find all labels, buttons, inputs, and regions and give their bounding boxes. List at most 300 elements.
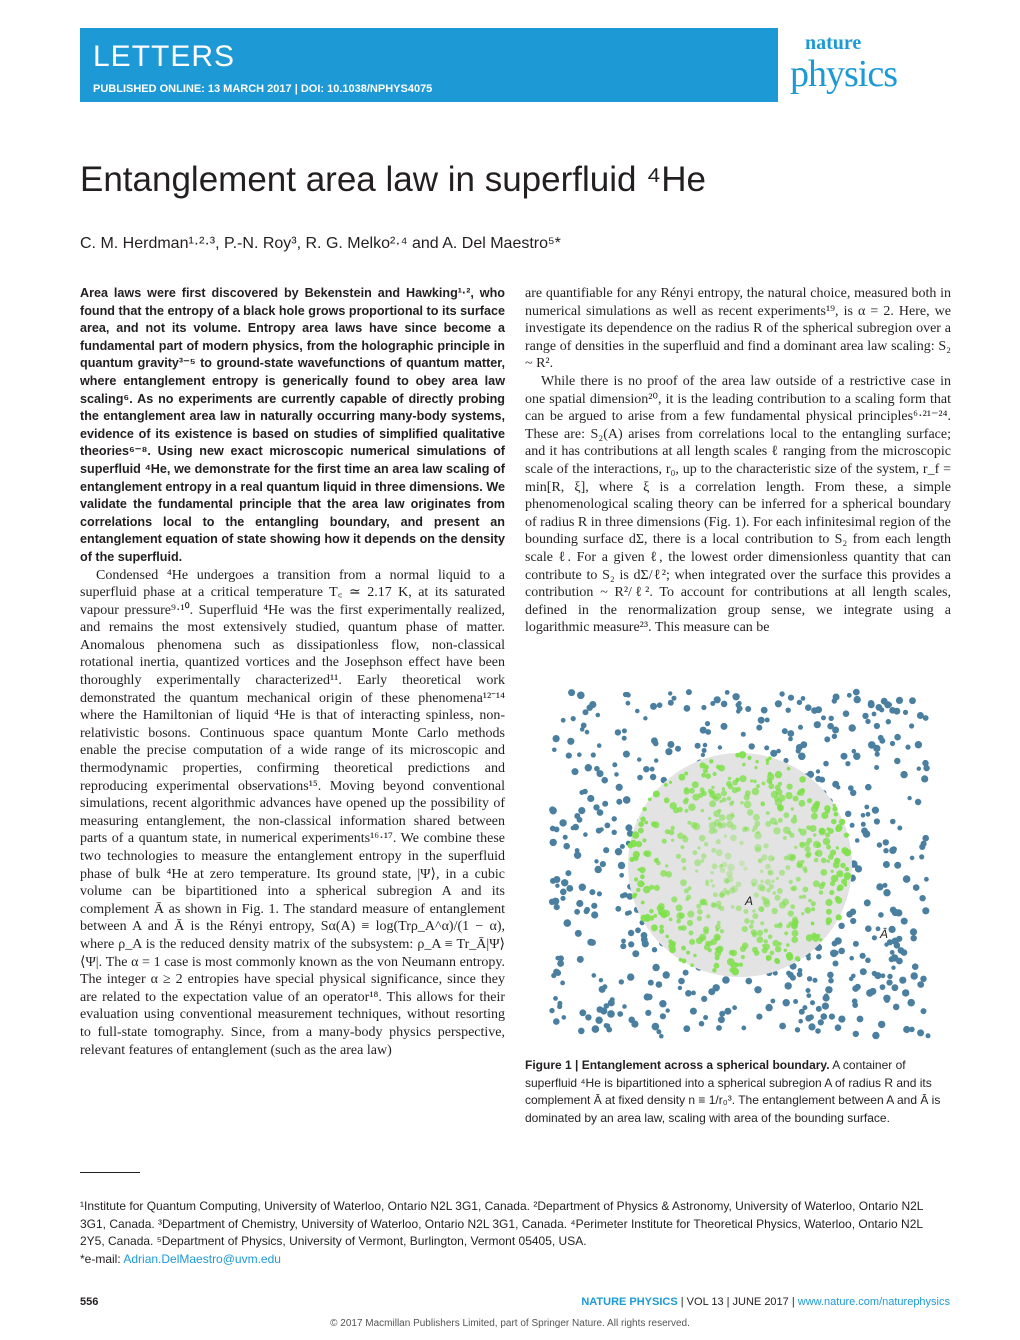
boundary-atom <box>773 940 780 947</box>
helium-atom <box>549 1008 554 1013</box>
helium-atom <box>850 823 855 828</box>
boundary-atom <box>766 956 769 959</box>
helium-atom <box>659 1034 664 1039</box>
boundary-atom <box>834 858 840 864</box>
boundary-atom <box>700 762 706 768</box>
boundary-atom <box>682 836 688 842</box>
helium-atom <box>626 693 631 698</box>
helium-atom <box>645 1010 651 1016</box>
helium-atom <box>643 716 647 720</box>
boundary-atom <box>754 892 759 897</box>
boundary-atom <box>754 766 757 769</box>
boundary-atom <box>710 879 713 882</box>
helium-atom <box>656 981 663 988</box>
boundary-atom <box>638 821 644 827</box>
helium-atom <box>572 768 579 775</box>
helium-atom <box>830 950 838 958</box>
boundary-atom <box>807 798 812 803</box>
boundary-atom <box>801 912 804 915</box>
helium-atom <box>884 998 889 1003</box>
helium-atom <box>603 847 609 853</box>
helium-atom <box>601 777 608 784</box>
boundary-atom <box>661 912 666 917</box>
helium-atom <box>758 717 765 724</box>
helium-atom <box>832 734 837 739</box>
helium-atom <box>907 796 911 800</box>
boundary-atom <box>776 877 779 880</box>
boundary-atom <box>729 802 734 807</box>
helium-atom <box>605 823 611 829</box>
boundary-atom <box>792 886 798 892</box>
boundary-atom <box>676 854 681 859</box>
helium-atom <box>915 799 921 805</box>
boundary-atom <box>653 822 660 829</box>
boundary-atom <box>684 798 688 802</box>
helium-atom <box>795 1027 800 1032</box>
boundary-atom <box>690 963 694 967</box>
helium-atom <box>816 954 821 959</box>
helium-atom <box>886 719 891 724</box>
publication-line: PUBLISHED ONLINE: 13 MARCH 2017 | DOI: 10.1038/NPHYS4075 <box>93 83 433 95</box>
boundary-atom <box>761 854 767 860</box>
boundary-atom <box>787 767 791 771</box>
boundary-atom <box>680 879 687 886</box>
boundary-atom <box>730 835 737 842</box>
boundary-atom <box>716 839 721 844</box>
helium-atom <box>798 753 806 761</box>
helium-atom <box>577 956 584 963</box>
helium-atom <box>783 999 790 1006</box>
helium-atom <box>909 697 916 704</box>
helium-atom <box>650 774 656 780</box>
boundary-atom <box>799 895 803 899</box>
boundary-atom <box>710 871 713 874</box>
helium-atom <box>652 947 657 952</box>
boundary-atom <box>731 905 735 909</box>
boundary-atom <box>775 946 781 952</box>
helium-atom <box>788 695 794 701</box>
boundary-atom <box>741 955 745 959</box>
helium-atom <box>884 942 888 946</box>
helium-atom <box>701 753 705 757</box>
helium-atom <box>917 982 922 987</box>
boundary-atom <box>766 758 770 762</box>
helium-atom <box>850 790 856 796</box>
helium-atom <box>771 999 776 1004</box>
helium-atom <box>806 956 811 961</box>
helium-atom <box>732 1005 737 1010</box>
helium-atom <box>872 1032 879 1039</box>
helium-atom <box>891 966 895 970</box>
boundary-atom <box>743 867 747 871</box>
helium-atom <box>883 883 888 888</box>
boundary-atom <box>805 841 810 846</box>
boundary-atom <box>829 890 834 895</box>
helium-atom <box>591 752 596 757</box>
helium-atom <box>557 1004 562 1009</box>
boundary-atom <box>784 949 787 952</box>
helium-atom <box>877 842 882 847</box>
boundary-atom <box>819 828 826 835</box>
helium-atom <box>595 1017 602 1024</box>
boundary-atom <box>636 888 640 892</box>
boundary-atom <box>750 779 753 782</box>
boundary-atom <box>792 923 798 929</box>
boundary-atom <box>754 821 760 827</box>
boundary-atom <box>709 822 717 830</box>
helium-atom <box>880 984 886 990</box>
helium-atom <box>894 708 901 715</box>
boundary-atom <box>685 809 689 813</box>
helium-atom <box>866 812 871 817</box>
helium-atom <box>657 702 663 708</box>
boundary-atom <box>629 857 634 862</box>
helium-atom <box>876 883 883 890</box>
helium-atom <box>725 690 730 695</box>
boundary-atom <box>786 924 790 928</box>
boundary-atom <box>653 914 657 918</box>
boundary-atom <box>716 904 721 909</box>
helium-atom <box>583 832 588 837</box>
boundary-atom <box>669 918 673 922</box>
helium-atom <box>749 743 755 749</box>
boundary-atom <box>791 807 794 810</box>
boundary-atom <box>798 828 801 831</box>
helium-atom <box>797 971 803 977</box>
helium-atom <box>746 978 753 985</box>
boundary-atom <box>705 880 709 884</box>
helium-atom <box>852 1002 858 1008</box>
helium-atom <box>577 692 585 700</box>
helium-atom <box>874 723 880 729</box>
boundary-atom <box>689 931 694 936</box>
helium-atom <box>690 1008 697 1015</box>
boundary-atom <box>777 888 783 894</box>
helium-atom <box>793 999 798 1004</box>
boundary-atom <box>668 939 673 944</box>
helium-atom <box>660 1013 666 1019</box>
helium-atom <box>872 712 877 717</box>
boundary-atom <box>820 869 827 876</box>
boundary-atom <box>773 827 780 834</box>
boundary-atom <box>775 771 782 778</box>
boundary-atom <box>722 787 725 790</box>
helium-atom <box>843 710 850 717</box>
helium-atom <box>790 975 796 981</box>
helium-atom <box>549 899 555 905</box>
helium-atom <box>583 709 589 715</box>
helium-atom <box>626 701 631 706</box>
boundary-atom <box>676 919 681 924</box>
helium-atom <box>890 819 896 825</box>
boundary-atom <box>688 803 696 811</box>
boundary-atom <box>742 827 747 832</box>
boundary-atom <box>810 825 817 832</box>
helium-atom <box>874 765 879 770</box>
helium-atom <box>911 972 918 979</box>
helium-atom <box>637 775 643 781</box>
helium-atom <box>833 694 840 701</box>
body-paragraph: are quantifiable for any Rényi entropy, the natural choice, measured both in numerical simulations as well as recent experiments¹⁹, is α = 2. Here, we investigate its dependence on the radius R of the spherical subregion over a range of densities in the superfluid and find a dominant area law scaling: S₂ ~ R². <box>525 286 951 372</box>
helium-atom <box>821 715 826 720</box>
helium-atom <box>854 696 861 703</box>
boundary-atom <box>682 959 687 964</box>
helium-atom <box>553 735 560 742</box>
journal-url[interactable]: www.nature.com/naturephysics <box>797 1296 950 1308</box>
helium-atom <box>816 769 820 773</box>
boundary-atom <box>836 846 839 849</box>
boundary-atom <box>836 897 843 904</box>
helium-atom <box>650 767 655 772</box>
footnote-rule <box>80 1172 140 1173</box>
boundary-atom <box>752 913 758 919</box>
boundary-atom <box>768 783 774 789</box>
helium-atom <box>578 1028 585 1035</box>
helium-atom <box>615 848 622 855</box>
boundary-atom <box>830 881 835 886</box>
boundary-atom <box>827 859 830 862</box>
boundary-atom <box>713 772 717 776</box>
boundary-atom <box>705 903 708 906</box>
helium-atom <box>913 884 920 891</box>
boundary-atom <box>692 850 697 855</box>
boundary-atom <box>732 968 740 976</box>
helium-atom <box>718 745 722 749</box>
helium-atom <box>779 691 784 696</box>
boundary-atom <box>703 929 709 935</box>
helium-atom <box>922 835 929 842</box>
helium-atom <box>798 1019 803 1024</box>
boundary-atom <box>790 904 795 909</box>
helium-atom <box>564 919 572 927</box>
journal-name: NATURE PHYSICS <box>581 1296 678 1308</box>
helium-atom <box>756 1014 762 1020</box>
helium-atom <box>857 1016 864 1023</box>
boundary-atom <box>677 807 683 813</box>
helium-atom <box>810 1000 815 1005</box>
helium-atom <box>764 745 769 750</box>
helium-atom <box>910 856 915 861</box>
abstract: Area laws were first discovered by Bekenstein and Hawking¹·², who found that the entropy of a black hole grows proportional to its surface area, and not its volume. Entropy area laws have since become a fundamental part of modern physics, from the holographic principle in quantum gravity³⁻⁵ to ground-state wavefunctions of quantum matter, where entanglement entropy is generically found to obey area law scaling⁶. As no experiments are currently capable of directly probing the entanglement area law in naturally occurring many-body systems, evidence of its existence is based on studies of simplified qualitative theories⁶⁻⁸. Using new exact microscopic numerical simulations of superfluid ⁴He, we demonstrate for the first time an area law scaling of entanglement entropy in a real quantum liquid in three dimensions. We validate the fundamental principle that the area law originates from correlations local to the entangling boundary, and present an entanglement equation of state showing how it depends on the density of the superfluid. <box>80 286 505 564</box>
helium-atom <box>825 986 832 993</box>
helium-atom <box>659 1000 666 1007</box>
boundary-atom <box>711 848 716 853</box>
helium-atom <box>926 1033 931 1038</box>
helium-atom <box>865 784 872 791</box>
figure-1 <box>540 680 940 1050</box>
boundary-atom <box>704 842 709 847</box>
boundary-atom <box>684 772 688 776</box>
helium-atom <box>700 727 707 734</box>
boundary-atom <box>712 968 716 972</box>
helium-atom <box>579 1009 586 1016</box>
helium-atom <box>827 972 834 979</box>
boundary-atom <box>839 819 845 825</box>
helium-atom <box>554 904 560 910</box>
body-paragraph: Condensed ⁴He undergoes a transition from a normal liquid to a superfluid phase at a critical temperature T꜀ ≃ 2.17 K, at its saturated vapour pressure⁹·¹⁰. Superfluid ⁴He was the first experimentally realized, and remains the most extensively studied, quantum phase of matter. Anomalous phenomena such as dissipationless flow, non-classical rotational inertia, quantized vortices and the Josephson effect have been thoroughly experimentally characterized¹¹. Early theoretical work demonstrated the quantum mechanical origin of these phenomena¹²⁻¹⁴ where the Hamiltonian of liquid ⁴He is that of interacting spinless, non-relativistic bosons. Continuous space quantum Monte Carlo methods enable the precise computation of a wide range of its microscopic and thermodynamic properties, confirming theoretical predictions and reproducing experimental observations¹⁵. Moving beyond conventional simulations, recent algorithmic advances have opened up the possibility of measuring entanglement, the non-classical information shared between parts of a quantum state, in numerical experiments¹⁶·¹⁷. We combine these two technologies to measure the entanglement entropy in the superfluid phase of bulk ⁴He at zero temperature. Its ground state, |Ψ⟩, in a cubic volume can be bipartitioned into a spherical subregion A and its complement Ā as shown in Fig. 1. The standard measure of entanglement between A and Ā is the Rényi entropy, Sα(A) ≡ log(Trρ_A^α)/(1 − α), where ρ_A is the reduced density matrix of the subsystem: ρ_A ≡ Tr_Ā|Ψ⟩⟨Ψ|. The α = 1 case is most commonly known as the von Neumann entropy. The integer α ≥ 2 entropies have special physical significance, since they are related to the expectation value of an operator¹⁸. This allows for their evaluation using conventional measurement techniques, without resorting to full-state tomography. Since, from a many-body physics perspective, relevant features of entanglement (such as the area law) <box>80 567 505 1058</box>
helium-atom <box>566 885 573 892</box>
boundary-atom <box>835 826 842 833</box>
boundary-atom <box>831 819 837 825</box>
helium-atom <box>550 839 557 846</box>
helium-atom <box>879 738 885 744</box>
boundary-atom <box>768 855 775 862</box>
helium-atom <box>861 813 866 818</box>
helium-atom <box>796 744 803 751</box>
boundary-atom <box>683 788 689 794</box>
boundary-atom <box>713 810 720 817</box>
helium-atom <box>805 704 812 711</box>
boundary-atom <box>772 908 778 914</box>
boundary-atom <box>679 913 685 919</box>
helium-atom <box>666 1008 670 1012</box>
helium-atom <box>920 976 926 982</box>
helium-atom <box>890 950 895 955</box>
helium-atom <box>765 1004 772 1011</box>
helium-atom <box>849 956 854 961</box>
helium-atom <box>899 977 906 984</box>
boundary-atom <box>811 901 816 906</box>
boundary-atom <box>640 874 645 879</box>
boundary-atom <box>789 880 793 884</box>
helium-atom <box>597 743 602 748</box>
helium-atom <box>879 707 884 712</box>
boundary-atom <box>786 952 793 959</box>
boundary-atom <box>632 831 639 838</box>
boundary-atom <box>834 812 839 817</box>
helium-atom <box>868 700 874 706</box>
boundary-atom <box>760 880 764 884</box>
helium-atom <box>813 978 818 983</box>
helium-atom <box>721 723 728 730</box>
boundary-atom <box>758 906 764 912</box>
boundary-atom <box>721 790 727 796</box>
boundary-atom <box>821 812 828 819</box>
helium-atom <box>915 741 922 748</box>
boundary-atom <box>709 759 713 763</box>
boundary-atom <box>831 870 834 873</box>
boundary-atom <box>825 833 830 838</box>
helium-atom <box>853 753 860 760</box>
boundary-atom <box>701 809 705 813</box>
helium-atom <box>628 930 634 936</box>
boundary-atom <box>792 916 798 922</box>
helium-atom <box>560 889 567 896</box>
helium-atom <box>741 732 746 737</box>
boundary-atom <box>692 781 699 788</box>
helium-atom <box>614 772 619 777</box>
boundary-atom <box>685 897 689 901</box>
boundary-atom <box>766 762 769 765</box>
boundary-atom <box>813 880 820 887</box>
boundary-atom <box>762 782 766 786</box>
boundary-atom <box>725 853 732 860</box>
boundary-atom <box>698 793 703 798</box>
boundary-atom <box>830 850 836 856</box>
boundary-atom <box>757 884 764 891</box>
boundary-atom <box>770 951 775 956</box>
helium-atom <box>622 1004 627 1009</box>
boundary-atom <box>836 870 843 877</box>
helium-atom <box>592 973 597 978</box>
boundary-atom <box>816 934 820 938</box>
boundary-atom <box>660 870 667 877</box>
boundary-atom <box>779 870 785 876</box>
helium-atom <box>887 702 892 707</box>
boundary-atom <box>815 852 819 856</box>
helium-atom <box>607 1010 615 1018</box>
helium-atom <box>615 906 621 912</box>
helium-atom <box>622 736 627 741</box>
boundary-atom <box>645 850 652 857</box>
boundary-atom <box>755 760 758 763</box>
boundary-atom <box>711 786 714 789</box>
boundary-atom <box>744 918 750 924</box>
helium-atom <box>608 999 615 1006</box>
helium-atom <box>683 1025 690 1032</box>
boundary-atom <box>638 868 641 871</box>
boundary-atom <box>787 854 794 861</box>
body-paragraph: While there is no proof of the area law outside of a restrictive case in one spatial dimension²⁰, it is the leading contribution to a scaling form that can be argued to arise from a few fundamental physical principles⁶·²¹⁻²⁴. These are: S₂(A) arises from correlations local to the entangling surface; and it has contributions at all length scales ℓ ranging from the microscopic scale of the interactions, r₀, up to the characteristic size of the system, r_f = min[R, ξ], where ξ is a correlation length. From these, a simple phenomenological scaling theory can be inferred for a spherical boundary of radius R in three dimensions (Fig. 1). For each infinitesimal region of the bounding surface dΣ, there is a local contribution to S₂ from each length scale ℓ. For a given ℓ, the lowest order dimensionless quantity that can contribute to S₂ is dΣ/ℓ²; when integrated over the surface this provides a contribution ~ R²/ℓ². To account for contributions at all length scales, defined in the renormalization group sense, we integrate using a logarithmic measure²³. This measure can be <box>525 373 951 636</box>
helium-atom <box>555 884 559 888</box>
helium-atom <box>861 822 866 827</box>
boundary-atom <box>636 841 642 847</box>
helium-atom <box>917 1029 924 1036</box>
helium-atom <box>875 752 880 757</box>
helium-atom <box>719 1011 725 1017</box>
helium-atom <box>878 1021 885 1028</box>
helium-atom <box>551 973 556 978</box>
boundary-atom <box>765 864 771 870</box>
caption-text: A container of superfluid ⁴He is bipartitioned into a spherical subregion A of radius R and its complement Ā at fixed density n ≡ 1/r₀³. The entanglement between A and Ā is dominated by an area law, scaling with area of the bounding surface. <box>525 1058 941 1125</box>
helium-atom <box>907 999 915 1007</box>
boundary-atom <box>681 925 687 931</box>
boundary-atom <box>816 843 821 848</box>
helium-atom <box>557 960 564 967</box>
helium-atom <box>574 852 581 859</box>
email-link[interactable]: Adrian.DelMaestro@uvm.edu <box>123 1251 281 1266</box>
boundary-atom <box>731 813 735 817</box>
boundary-atom <box>712 903 717 908</box>
helium-atom <box>724 1008 731 1015</box>
helium-atom <box>815 706 822 713</box>
helium-atom <box>865 719 870 724</box>
helium-atom <box>850 918 856 924</box>
boundary-atom <box>752 788 760 796</box>
boundary-atom <box>671 839 674 842</box>
helium-atom <box>736 709 741 714</box>
boundary-atom <box>642 807 646 811</box>
helium-atom <box>597 891 602 896</box>
logo-physics: physics <box>790 53 897 95</box>
helium-atom <box>562 1015 567 1020</box>
helium-atom <box>806 993 811 998</box>
helium-atom <box>721 701 728 708</box>
boundary-atom <box>697 909 703 915</box>
boundary-atom <box>812 933 817 938</box>
helium-atom <box>910 928 917 935</box>
helium-atom <box>567 738 574 745</box>
helium-atom <box>560 896 565 901</box>
helium-atom <box>550 826 556 832</box>
boundary-atom <box>823 838 830 845</box>
boundary-atom <box>653 791 660 798</box>
boundary-atom <box>720 929 724 933</box>
helium-atom <box>801 696 806 701</box>
helium-atom <box>623 751 630 758</box>
boundary-atom <box>649 909 654 914</box>
helium-atom <box>862 713 868 719</box>
